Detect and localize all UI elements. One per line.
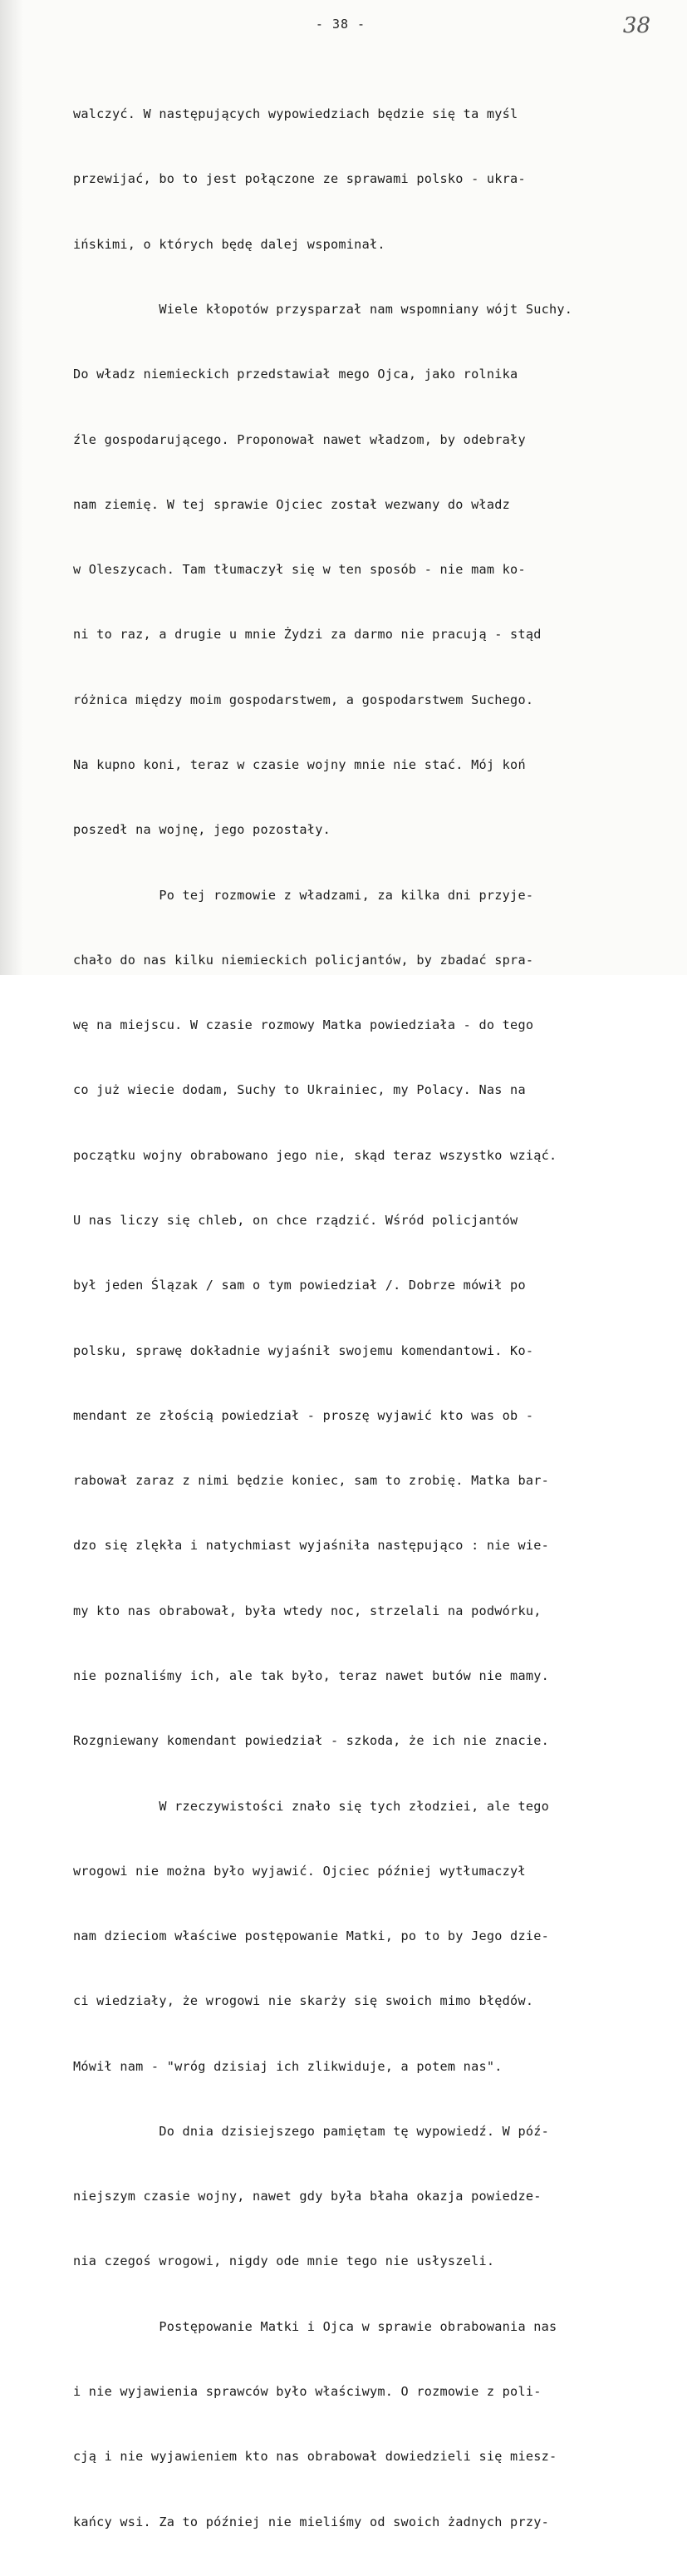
text-line: polsku, sprawę dokładnie wyjaśnił swojemu komendantowi. Ko- xyxy=(73,1342,534,1358)
text-line: ińskimi, o których będę dalej wspominał. xyxy=(73,236,385,252)
text-line: wę na miejscu. W czasie rozmowy Matka powiedziała - do tego xyxy=(73,1017,534,1033)
text-line: W rzeczywistości znało się tych złodziei, ale tego xyxy=(73,1798,550,1814)
text-line: nia czegoś wrogowi, nigdy ode mnie tego nie usłyszeli. xyxy=(73,2253,495,2269)
typewritten-body xyxy=(73,60,673,2576)
page-number: - 38 - xyxy=(315,17,366,32)
scan-edge-shadow xyxy=(0,0,23,975)
text-line: był jeden Ślązak / sam o tym powiedział /. Dobrze mówił po xyxy=(73,1278,526,1293)
text-line: rabował zaraz z nimi będzie koniec, sam to zrobię. Matka bar- xyxy=(73,1473,550,1489)
text-line: nie poznaliśmy ich, ale tak było, teraz nawet butów nie mamy. xyxy=(73,1667,550,1683)
text-line: w Oleszycach. Tam tłumaczył się w ten sposób - nie mam ko- xyxy=(73,562,526,578)
text-line: cją i nie wyjawieniem kto nas obrabował dowiedzieli się miesz- xyxy=(73,2449,557,2465)
text-line: U nas liczy się chleb, on chce rządzić. Wśród policjantów xyxy=(73,1212,518,1228)
text-line: początku wojny obrabowano jego nie, skąd teraz wszystko wziąć. xyxy=(73,1147,557,1163)
text-line: poszedł na wojnę, jego pozostały. xyxy=(73,822,331,838)
text-line: wrogowi nie można było wyjawić. Ojciec później wytłumaczył xyxy=(73,1863,526,1879)
text-line: dzo się zlękła i natychmiast wyjaśniła następująco : nie wie- xyxy=(73,1538,550,1554)
text-line: niejszym czasie wojny, nawet gdy była błaha okazja powiedze- xyxy=(73,2189,542,2204)
text-line: nam ziemię. W tej sprawie Ojciec został wezwany do władz xyxy=(73,496,511,512)
handwritten-archive-number: 38 xyxy=(622,13,650,38)
text-line: ni to raz, a drugie u mnie Żydzi za darmo nie pracują - stąd xyxy=(73,627,542,643)
text-line: chało do nas kilku niemieckich policjantów, by zbadać spra- xyxy=(73,952,534,968)
text-line: Po tej rozmowie z władzami, za kilka dni przyje- xyxy=(73,887,534,903)
text-line: Do władz niemieckich przedstawiał mego Ojca, jako rolnika xyxy=(73,367,518,382)
text-line: my kto nas obrabował, była wtedy noc, strzelali na podwórku, xyxy=(73,1603,542,1618)
text-line: przewijać, bo to jest połączone ze sprawami polsko - ukra- xyxy=(73,171,526,187)
text-line: i nie wyjawienia sprawców było właściwym. O rozmowie z poli- xyxy=(73,2384,542,2400)
text-line: Wiele kłopotów przysparzał nam wspomniany wójt Suchy. xyxy=(73,302,573,318)
text-line: różnica między moim gospodarstwem, a gospodarstwem Suchego. xyxy=(73,692,534,707)
text-line: nam dzieciom właściwe postępowanie Matki, po to by Jego dzie- xyxy=(73,1928,550,1944)
text-line: Postępowanie Matki i Ojca w sprawie obrabowania nas xyxy=(73,2318,557,2334)
text-line: Na kupno koni, teraz w czasie wojny mnie nie stać. Mój koń xyxy=(73,757,526,772)
text-line: kańcy wsi. Za to później nie mieliśmy od swoich żadnych przy- xyxy=(73,2514,550,2529)
text-line: walczyć. W następujących wypowiedziach będzie się ta myśl xyxy=(73,106,518,122)
text-line: mendant ze złością powiedział - proszę wyjawić kto was ob - xyxy=(73,1407,534,1423)
text-line: Rozgniewany komendant powiedział - szkoda, że ich nie znacie. xyxy=(73,1733,550,1749)
text-line: Do dnia dzisiejszego pamiętam tę wypowiedź. W póź- xyxy=(73,2123,550,2139)
text-line: co już wiecie dodam, Suchy to Ukrainiec, my Polacy. Nas na xyxy=(73,1082,526,1098)
text-line: ci wiedziały, że wrogowi nie skarży się swoich mimo błędów. xyxy=(73,1993,534,2009)
text-line: źle gospodarującego. Proponował nawet władzom, by odebrały xyxy=(73,431,526,447)
text-line: Mówił nam - "wróg dzisiaj ich zlikwiduje, a potem nas". xyxy=(73,2058,503,2074)
